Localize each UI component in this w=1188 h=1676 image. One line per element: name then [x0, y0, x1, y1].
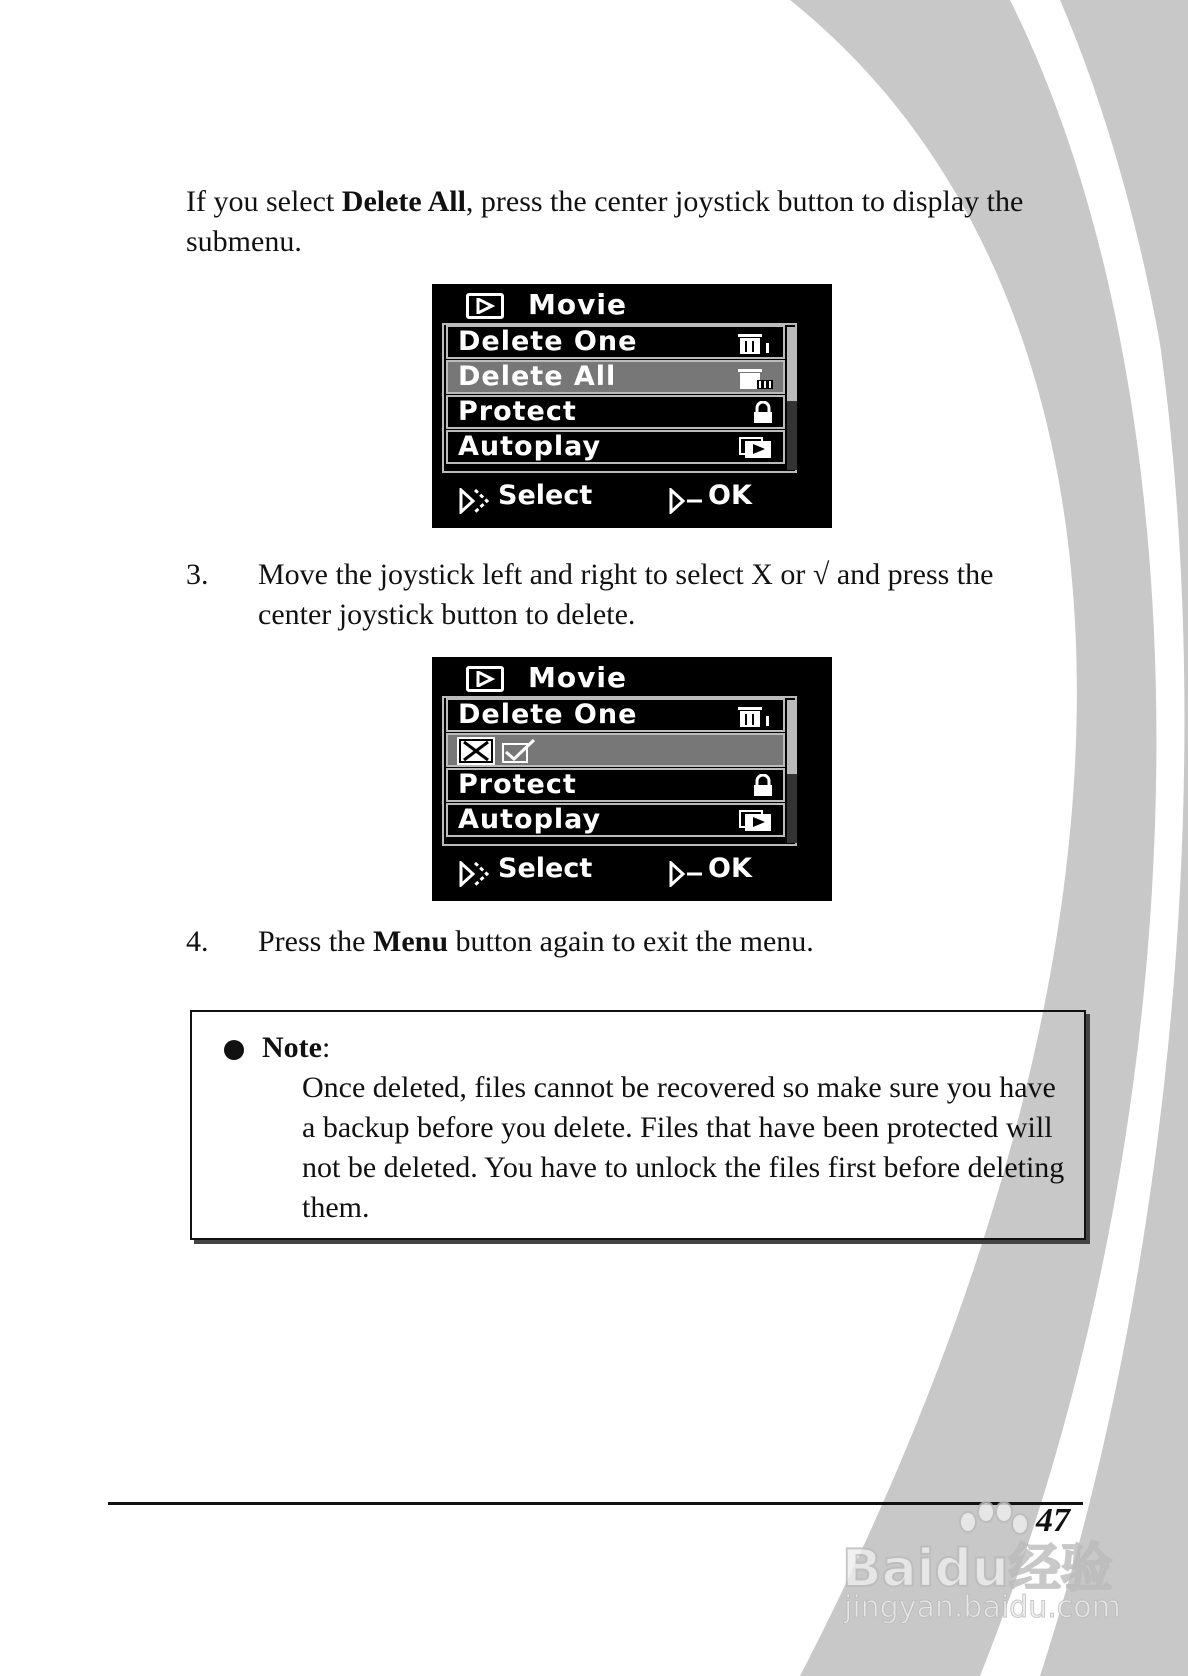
menu-item-label: Autoplay [458, 431, 602, 462]
step-3-text: Move the joystick left and right to select X or √ and press the center joystick button to delete. [258, 558, 994, 631]
screen-title-bar [432, 661, 832, 695]
menu-item-delete-one[interactable] [446, 325, 785, 359]
menu-item-label: Autoplay [458, 804, 602, 835]
menu-list [442, 696, 797, 846]
menu-item-label: Delete One [458, 326, 638, 357]
footer-select-label: Select [498, 853, 593, 884]
playback-icon [466, 666, 504, 692]
menu-scrollbar[interactable] [787, 327, 797, 470]
menu-item-label: Protect [458, 769, 577, 800]
intro-text-before: If you select [186, 185, 342, 218]
watermark-logo: Baidu经验 [842, 1539, 1113, 1599]
intro-paragraph [186, 182, 1026, 262]
menu-item-delete-one[interactable] [446, 698, 785, 732]
menu-item-label: Delete All [458, 361, 617, 392]
page-number: 47 [1036, 1502, 1070, 1539]
confirm-check-icon[interactable] [500, 736, 538, 766]
watermark-url: jingyan.baidu.com [844, 1590, 1121, 1625]
step-4-text-before: Press the [258, 925, 373, 958]
trash-one-icon [737, 331, 775, 355]
step-3-number: 3. [186, 558, 209, 591]
trash-one-icon [737, 704, 775, 728]
menu-item-autoplay[interactable] [446, 803, 785, 837]
menu-scrollbar[interactable] [787, 700, 797, 843]
menu-item-autoplay[interactable] [446, 430, 785, 464]
note-body: Once deleted, files cannot be recovered so make sure you have a backup before you delete. Files that have been protected will not be deleted. You have to unlock the files first before deleting them. [302, 1071, 1065, 1224]
intro-text-after: , press the center joystick button to display the submenu. [186, 185, 1024, 258]
joystick-select-icon [458, 488, 490, 514]
menu-item-label: Protect [458, 396, 577, 427]
screen-footer [432, 480, 832, 520]
menu-list [442, 323, 797, 473]
joystick-select-icon [458, 861, 490, 887]
baidu-watermark [842, 1500, 1122, 1640]
joystick-ok-icon [668, 861, 704, 887]
lock-icon [751, 774, 775, 798]
footer-select-label: Select [498, 480, 593, 511]
note-title: Note: [262, 1031, 331, 1064]
slideshow-icon [739, 436, 775, 460]
screen-title: Movie [528, 288, 627, 321]
step-4-number: 4. [186, 925, 209, 958]
lock-icon [751, 401, 775, 425]
screen-title: Movie [528, 661, 627, 694]
note-box [190, 1010, 1086, 1240]
menu-item-delete-all[interactable] [446, 360, 785, 394]
slideshow-icon [739, 809, 775, 833]
screen-footer [432, 853, 832, 893]
camera-screen-1 [432, 284, 832, 528]
screen-title-bar [432, 288, 832, 322]
footer-ok-label: OK [708, 853, 752, 884]
step-4-text-after: button again to exit the menu. [448, 925, 814, 958]
step-4-bold-menu: Menu [373, 925, 448, 958]
scrollbar-thumb[interactable] [787, 700, 797, 774]
joystick-ok-icon [668, 488, 704, 514]
footer-ok-label: OK [708, 480, 752, 511]
trash-all-icon [737, 366, 775, 390]
menu-item-protect[interactable] [446, 395, 785, 429]
cancel-x-icon[interactable] [456, 736, 496, 766]
playback-icon [466, 293, 504, 319]
bullet-icon [224, 1040, 244, 1060]
menu-item-label: Delete One [458, 699, 638, 730]
menu-item-protect[interactable] [446, 768, 785, 802]
scrollbar-thumb[interactable] [787, 327, 797, 401]
camera-screen-2 [432, 657, 832, 901]
note-title-text: Note [262, 1031, 322, 1064]
menu-item-confirm-delete[interactable] [446, 733, 785, 767]
step-4-text [258, 922, 1066, 962]
intro-bold-delete-all: Delete All [341, 185, 466, 218]
